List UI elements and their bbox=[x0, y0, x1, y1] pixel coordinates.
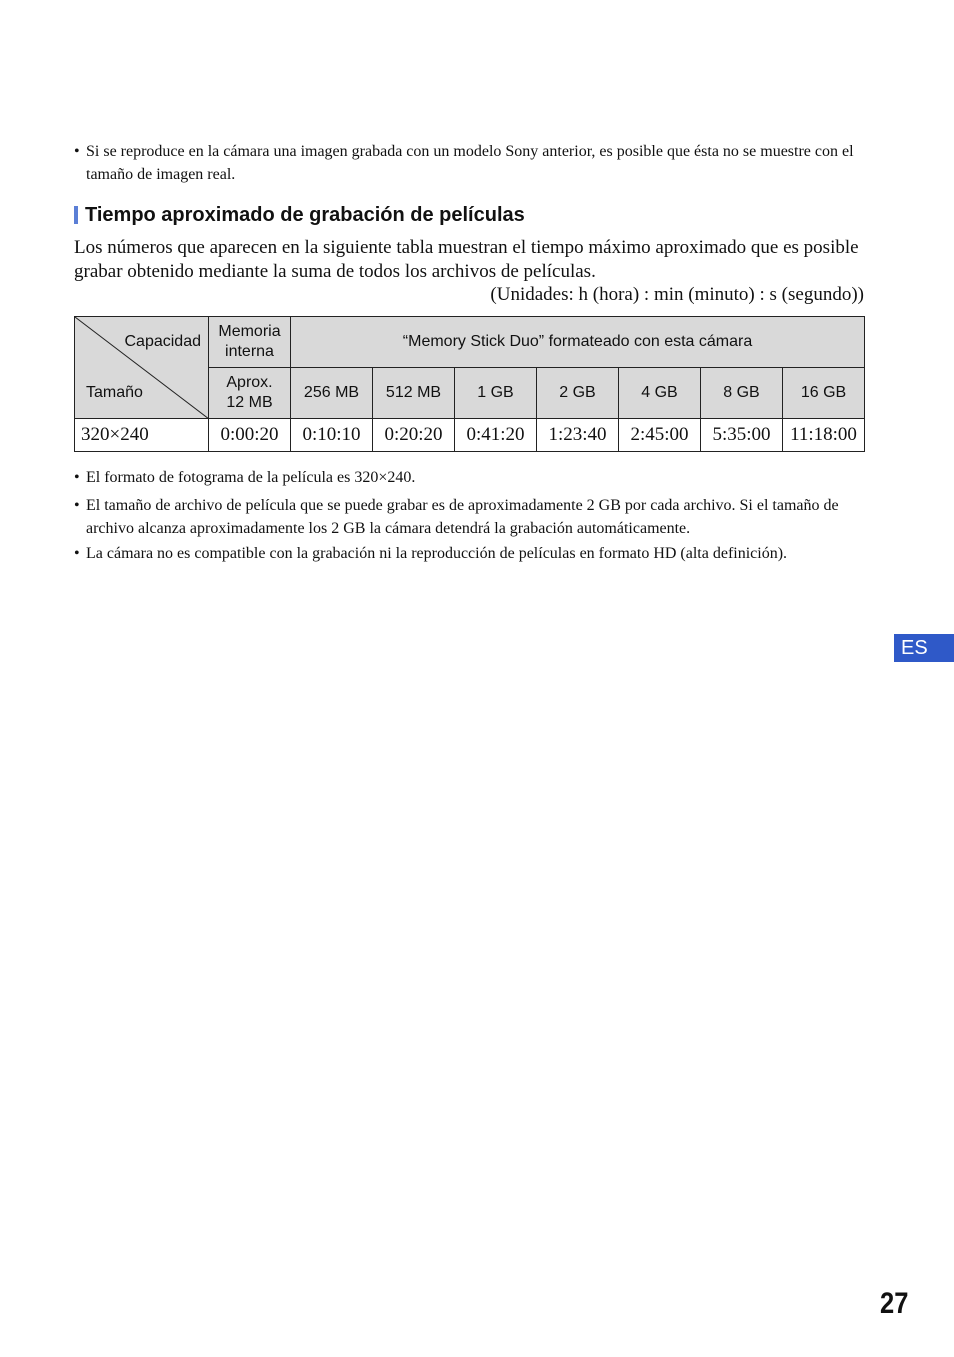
bullet-dot: • bbox=[74, 497, 80, 514]
page-number: 27 bbox=[879, 1287, 908, 1320]
corner-header-cell bbox=[75, 317, 209, 419]
section-title: Tiempo aproximado de grabación de películas bbox=[85, 204, 525, 226]
capacity-cell: 8 GB bbox=[701, 368, 783, 419]
capacity-cell: 4 GB bbox=[619, 368, 701, 419]
top-note bbox=[74, 140, 864, 186]
internal-memory-label: Memoria interna bbox=[218, 323, 281, 360]
time-cell: 0:20:20 bbox=[373, 419, 455, 452]
internal-memory-header bbox=[209, 317, 291, 368]
bullet-dot: • bbox=[74, 545, 80, 562]
note-text: La cámara no es compatible con la grabación ni la reproducción de películas en formato HD (alta definición). bbox=[86, 545, 788, 562]
size-label: Tamaño bbox=[86, 384, 143, 401]
capacity-cell bbox=[209, 368, 291, 419]
time-cell: 5:35:00 bbox=[701, 419, 783, 452]
top-note-text: Si se reproduce en la cámara una imagen grabada con un modelo Sony anterior, es posible que ésta no se muestre con el tamaño de imagen real. bbox=[86, 143, 854, 183]
time-cell: 11:18:00 bbox=[783, 419, 865, 452]
capacity-cell: 1 GB bbox=[455, 368, 537, 419]
size-cell: 320×240 bbox=[75, 419, 209, 452]
note-item bbox=[74, 542, 864, 565]
note-item bbox=[74, 466, 864, 489]
bullet-dot: • bbox=[74, 469, 80, 486]
bullet-dot: • bbox=[74, 143, 80, 160]
time-cell: 1:23:40 bbox=[537, 419, 619, 452]
capacity-cell: 256 MB bbox=[291, 368, 373, 419]
section-heading bbox=[74, 202, 525, 228]
language-tab: ES bbox=[894, 634, 954, 662]
time-cell: 2:45:00 bbox=[619, 419, 701, 452]
capacity-cell: 512 MB bbox=[373, 368, 455, 419]
table-row bbox=[75, 419, 865, 452]
note-text: El formato de fotograma de la película es 320×240. bbox=[86, 469, 416, 486]
time-cell: 0:10:10 bbox=[291, 419, 373, 452]
capacity-label-12mb: Aprox. 12 MB bbox=[226, 374, 273, 411]
time-cell: 0:41:20 bbox=[455, 419, 537, 452]
memory-stick-header: “Memory Stick Duo” formateado con esta cámara bbox=[291, 317, 865, 368]
section-intro: Los números que aparecen en la siguiente tabla muestran el tiempo máximo aproximado que es posible grabar obtenido mediante la suma de todos los archivos de películas. bbox=[74, 237, 859, 282]
note-text: El tamaño de archivo de película que se puede grabar es de aproximadamente 2 GB por cada archivo. Si el tamaño de archivo alcanza aproximadamente los 2 GB la cámara detendrá la grabación automáticamente. bbox=[86, 497, 839, 537]
heading-marker bbox=[74, 206, 78, 224]
capacity-label: Capacidad bbox=[124, 333, 201, 350]
capacity-cell: 2 GB bbox=[537, 368, 619, 419]
note-item bbox=[74, 494, 864, 540]
units-note: (Unidades: h (hora) : min (minuto) : s (segundo)) bbox=[490, 284, 864, 305]
time-cell: 0:00:20 bbox=[209, 419, 291, 452]
recording-time-table bbox=[74, 316, 865, 452]
capacity-cell: 16 GB bbox=[783, 368, 865, 419]
